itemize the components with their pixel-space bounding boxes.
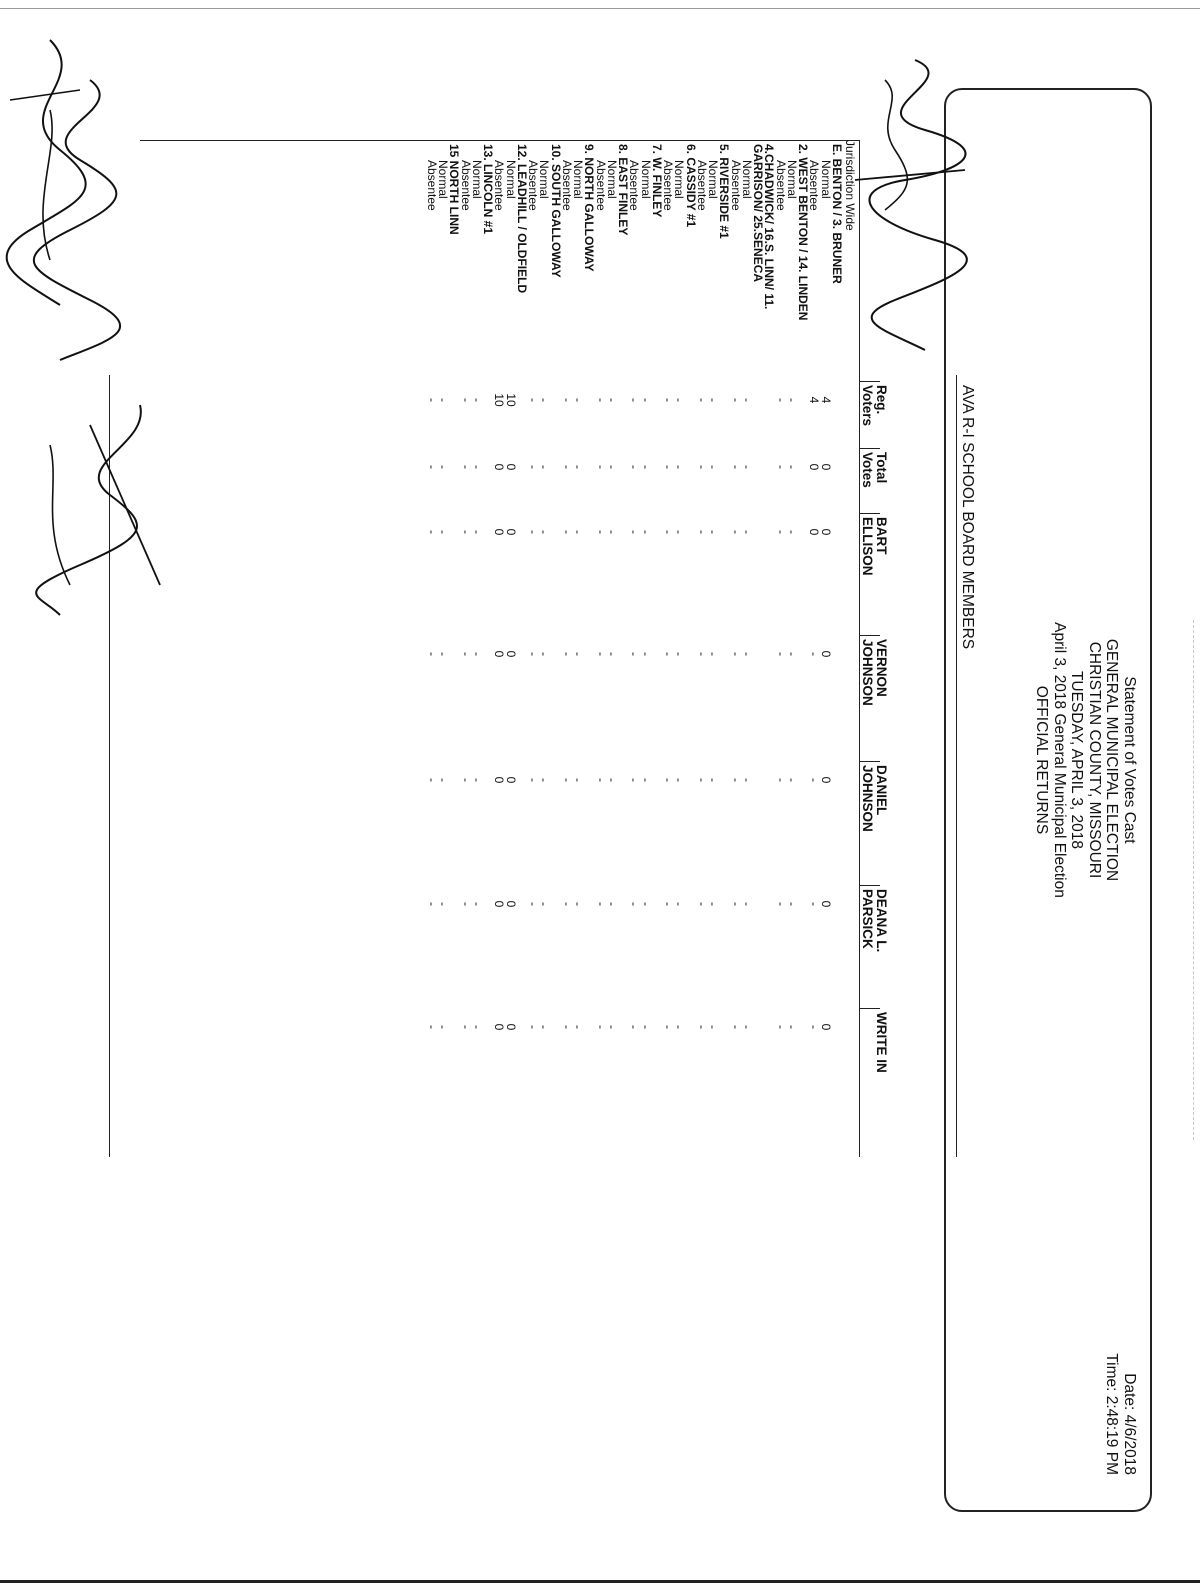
table-cell: - xyxy=(773,902,788,906)
table-cell: - xyxy=(773,398,788,402)
table-cell: - xyxy=(672,465,687,469)
table-cell: - xyxy=(672,398,687,402)
table-cell: - xyxy=(661,778,676,782)
row-label: 8. EAST FINLEY xyxy=(616,144,631,236)
table-cell: - xyxy=(728,652,743,656)
header-line: CHRISTIAN COUNTY, MISSOURI xyxy=(1086,641,1103,879)
table-row xyxy=(742,140,753,1157)
precinct-row xyxy=(483,140,494,1157)
table-row xyxy=(573,140,584,1157)
header-line: TUESDAY, APRIL 3, 2018 xyxy=(1068,670,1086,850)
column-divider xyxy=(860,513,880,514)
table-row xyxy=(537,140,552,1157)
table-cell: - xyxy=(526,398,541,402)
column-header-line1: Reg. xyxy=(874,385,889,415)
table-cell: - xyxy=(470,902,484,906)
table-cell: - xyxy=(638,530,653,534)
table-cell: - xyxy=(773,465,788,469)
precinct-row xyxy=(517,140,528,1157)
table-cell: - xyxy=(537,530,552,534)
table-row xyxy=(492,140,507,1157)
row-label: Normal xyxy=(818,160,833,199)
table-cell: - xyxy=(638,778,653,782)
table-cell: - xyxy=(740,398,754,402)
report-datetime xyxy=(1102,1275,1138,1475)
table-cell: 0 xyxy=(492,776,507,784)
table-row xyxy=(663,140,674,1157)
table-cell: - xyxy=(638,652,653,656)
row-label: Absentee xyxy=(627,160,642,211)
table-cell: - xyxy=(526,778,541,782)
table-cell: - xyxy=(740,902,754,906)
table-cell: 0 xyxy=(818,528,833,536)
table-cell: - xyxy=(672,902,687,906)
table-cell: - xyxy=(605,1025,619,1029)
table-cell: - xyxy=(695,465,709,469)
table-cell: - xyxy=(436,1025,451,1029)
table-cell: - xyxy=(627,652,642,656)
table-cell: - xyxy=(560,1025,574,1029)
table-cell: - xyxy=(740,1025,754,1029)
table-cell: - xyxy=(785,465,799,469)
table-cell: - xyxy=(627,1025,642,1029)
column-header-line2: PARSICK xyxy=(860,889,875,949)
table-row xyxy=(627,140,642,1157)
table-cell: - xyxy=(695,778,709,782)
table-row xyxy=(773,140,788,1157)
table-cell: 0 xyxy=(818,650,833,658)
table-row xyxy=(438,140,449,1157)
table-row xyxy=(728,140,743,1157)
table-cell: - xyxy=(661,652,676,656)
column-header-line1: DANIEL xyxy=(874,765,889,816)
table-cell: 0 xyxy=(492,463,507,471)
header-rule xyxy=(956,375,957,1157)
row-label: 12. LEADHILL / OLDFIELD xyxy=(515,144,529,294)
table-cell: - xyxy=(571,530,586,534)
table-cell: - xyxy=(740,778,754,782)
table-cell: - xyxy=(436,902,451,906)
row-label: Absentee xyxy=(526,160,541,211)
row-label: Normal xyxy=(571,160,586,199)
table-cell: 0 xyxy=(492,528,507,536)
precinct-row xyxy=(447,140,462,1157)
table-cell: - xyxy=(672,530,687,534)
table-cell: 0 xyxy=(503,776,518,784)
table-cell: - xyxy=(706,530,721,534)
table-cell: - xyxy=(571,1025,586,1029)
table-cell: 0 xyxy=(492,900,507,908)
table-cell: - xyxy=(695,530,709,534)
report-date: Date: 4/6/2018 xyxy=(1121,1373,1138,1475)
table-cell: - xyxy=(571,778,586,782)
row-label: Absentee xyxy=(728,160,743,211)
table-cell: - xyxy=(695,398,709,402)
column-header xyxy=(860,452,888,488)
table-cell: - xyxy=(425,902,439,906)
table-cell: - xyxy=(458,902,473,906)
table-cell: - xyxy=(593,778,608,782)
row-label: 5. RIVERSIDE #1 xyxy=(717,144,732,239)
table-cell: 0 xyxy=(818,776,833,784)
table-cell: 4 xyxy=(807,396,822,404)
row-label: Normal xyxy=(672,160,687,199)
table-cell: - xyxy=(605,465,619,469)
table-cell: - xyxy=(470,465,484,469)
table-cell: - xyxy=(773,778,788,782)
column-header-line2: JOHNSON xyxy=(860,639,875,706)
row-label: Normal xyxy=(605,160,619,199)
row-label: 13. LINCOLN #1 xyxy=(481,144,496,235)
table-row xyxy=(458,140,473,1157)
table-cell: - xyxy=(627,778,642,782)
jurisdiction-header: Jurisdiction Wide xyxy=(843,140,857,231)
table-cell: - xyxy=(526,902,541,906)
precinct-row xyxy=(582,140,597,1157)
column-divider xyxy=(860,635,880,636)
table-cell: - xyxy=(425,530,439,534)
table-cell: - xyxy=(571,902,586,906)
column-divider xyxy=(860,1008,880,1009)
table-row xyxy=(787,140,798,1157)
report-header xyxy=(1033,500,1138,1020)
table-cell: - xyxy=(807,652,822,656)
contest-title: AVA R-I SCHOOL BOARD MEMBERS xyxy=(959,385,976,650)
column-header-line2: Votes xyxy=(860,452,875,488)
table-row xyxy=(562,140,573,1157)
header-line: GENERAL MUNICIPAL ELECTION xyxy=(1103,638,1121,882)
table-cell: - xyxy=(785,778,799,782)
row-label: E. BENTON / 3. BRUNER xyxy=(830,144,844,284)
table-cell: - xyxy=(706,652,721,656)
row-label: 10. SOUTH GALLOWAY xyxy=(548,144,563,278)
table-cell: - xyxy=(740,530,754,534)
table-cell: - xyxy=(785,652,799,656)
row-label: 15 NORTH LINN xyxy=(447,144,462,235)
table-cell: 0 xyxy=(503,650,518,658)
table-cell: - xyxy=(526,1025,541,1029)
table-cell: - xyxy=(706,398,721,402)
column-header xyxy=(860,639,888,706)
table-cell: - xyxy=(706,1025,721,1029)
table-cell: - xyxy=(526,530,541,534)
table-cell: - xyxy=(605,778,619,782)
table-cell: - xyxy=(425,465,439,469)
table-cell: - xyxy=(706,778,721,782)
table-cell: - xyxy=(593,1025,608,1029)
handwritten-signature xyxy=(20,385,180,625)
row-label: Absentee xyxy=(593,160,608,211)
table-cell: - xyxy=(605,652,619,656)
row-label: Normal xyxy=(537,160,552,199)
column-header-line1: BART xyxy=(874,517,889,555)
table-cell: - xyxy=(436,530,451,534)
table-cell: 0 xyxy=(503,900,518,908)
table-cell: - xyxy=(537,902,552,906)
table-cell: - xyxy=(785,902,799,906)
table-cell: - xyxy=(605,902,619,906)
report-time: Time: 2:48:19 PM xyxy=(1103,1353,1120,1475)
column-header-line2: Voters xyxy=(860,385,875,427)
row-label: Absentee xyxy=(458,160,473,211)
table-cell: - xyxy=(537,778,552,782)
row-label: Absentee xyxy=(492,160,507,211)
table-row xyxy=(697,140,708,1157)
table-row xyxy=(503,140,518,1157)
table-cell: - xyxy=(458,465,473,469)
table-cell: - xyxy=(593,652,608,656)
column-divider xyxy=(860,885,880,886)
table-cell: - xyxy=(672,778,687,782)
table-cell: - xyxy=(593,398,608,402)
row-label: 6. CASSIDY #1 xyxy=(683,144,698,228)
table-cell: - xyxy=(560,652,574,656)
table-cell: 0 xyxy=(807,528,822,536)
table-cell: 0 xyxy=(807,463,822,471)
column-header-line1: DEANA L. xyxy=(874,889,889,953)
table-cell: - xyxy=(695,902,709,906)
table-cell: - xyxy=(661,465,676,469)
table-cell: - xyxy=(537,652,552,656)
table-cell: - xyxy=(627,465,642,469)
column-divider xyxy=(860,761,880,762)
table-cell: - xyxy=(470,398,484,402)
table-cell: - xyxy=(560,778,574,782)
row-label: 4.CHADWICK/ 16.S. LINN/ 11. xyxy=(762,144,777,310)
table-cell: - xyxy=(785,1025,799,1029)
table-cell: - xyxy=(571,465,586,469)
table-cell: - xyxy=(571,652,586,656)
table-cell: 0 xyxy=(818,1023,833,1031)
table-cell: - xyxy=(638,1025,653,1029)
table-cell: - xyxy=(537,465,552,469)
row-label: GARRISON/ 25.SENECA xyxy=(751,144,766,283)
column-divider xyxy=(860,381,880,382)
table-cell: - xyxy=(425,398,439,402)
table-cell: - xyxy=(728,398,743,402)
row-label: Normal xyxy=(706,160,721,199)
table-cell: - xyxy=(773,1025,788,1029)
row-label: Absentee xyxy=(807,160,822,211)
table-cell: - xyxy=(560,530,574,534)
table-cell: - xyxy=(458,398,473,402)
table-cell: - xyxy=(470,778,484,782)
table-cell: - xyxy=(425,1025,439,1029)
table-cell: - xyxy=(436,778,451,782)
column-header-line1: Total xyxy=(874,452,889,484)
table-cell: - xyxy=(695,1025,709,1029)
table-cell: - xyxy=(807,1025,822,1029)
table-cell: 0 xyxy=(503,463,518,471)
table-cell: - xyxy=(593,902,608,906)
table-cell: 0 xyxy=(818,900,833,908)
table-cell: - xyxy=(470,1025,484,1029)
header-line: OFFICIAL RETURNS xyxy=(1033,685,1051,835)
table-row xyxy=(607,140,618,1157)
row-label: Absentee xyxy=(425,160,439,211)
handwritten-signature xyxy=(825,20,1005,380)
table-row xyxy=(672,140,687,1157)
row-label: Normal xyxy=(638,160,653,199)
table-cell: - xyxy=(728,1025,743,1029)
table-cell: - xyxy=(436,652,451,656)
table-cell: - xyxy=(593,530,608,534)
table-cell: - xyxy=(695,652,709,656)
table-cell: - xyxy=(560,465,574,469)
table-cell: - xyxy=(661,1025,676,1029)
column-header-line2: JOHNSON xyxy=(860,765,875,832)
table-cell: - xyxy=(785,530,799,534)
precinct-row xyxy=(753,140,764,1157)
table-cell: - xyxy=(560,902,574,906)
table-row xyxy=(472,140,483,1157)
precinct-row xyxy=(798,140,809,1157)
table-cell: 0 xyxy=(492,1023,507,1031)
row-label: Normal xyxy=(740,160,754,199)
table-cell: - xyxy=(706,465,721,469)
header-line: April 3, 2018 General Municipal Election xyxy=(1051,622,1068,898)
row-label: Normal xyxy=(436,160,451,199)
table-row xyxy=(708,140,719,1157)
table-cell: 0 xyxy=(492,650,507,658)
table-cell: - xyxy=(526,465,541,469)
table-cell: - xyxy=(773,530,788,534)
table-cell: - xyxy=(785,398,799,402)
table-cell: - xyxy=(470,652,484,656)
table-cell: - xyxy=(740,652,754,656)
column-header xyxy=(874,1012,888,1073)
table-cell: - xyxy=(458,1025,473,1029)
table-cell: - xyxy=(807,902,822,906)
table-cell: - xyxy=(706,902,721,906)
row-label: Absentee xyxy=(773,160,788,211)
table-cell: - xyxy=(638,465,653,469)
table-cell: 4 xyxy=(818,396,833,404)
table-cell: - xyxy=(728,902,743,906)
table-cell: - xyxy=(425,652,439,656)
table-cell: - xyxy=(627,902,642,906)
table-cell: - xyxy=(436,465,451,469)
table-cell: - xyxy=(672,1025,687,1029)
table-cell: 0 xyxy=(503,1023,518,1031)
table-cell: - xyxy=(593,465,608,469)
row-label: Absentee xyxy=(695,160,709,211)
precinct-row xyxy=(683,140,698,1157)
table-cell: - xyxy=(537,1025,552,1029)
column-header-line2: ELLISON xyxy=(860,517,875,576)
table-cell: - xyxy=(728,465,743,469)
table-cell: 0 xyxy=(818,463,833,471)
table-cell: - xyxy=(728,530,743,534)
table-row xyxy=(638,140,653,1157)
table-cell: 10 xyxy=(503,393,518,407)
precinct-row xyxy=(652,140,663,1157)
table-cell: - xyxy=(458,530,473,534)
table-cell: - xyxy=(458,778,473,782)
column-header-line1: VERNON xyxy=(874,639,889,697)
table-cell: 0 xyxy=(503,528,518,536)
row-label: Absentee xyxy=(560,160,574,211)
table-cell: - xyxy=(605,398,619,402)
table-cell: - xyxy=(537,398,552,402)
header-line: Statement of Votes Cast xyxy=(1121,676,1138,844)
table-cell: - xyxy=(661,530,676,534)
column-header xyxy=(860,385,888,426)
table-cell: - xyxy=(661,398,676,402)
table-cell: - xyxy=(661,902,676,906)
row-label: Normal xyxy=(503,160,518,199)
table-row xyxy=(427,140,438,1157)
table-cell: - xyxy=(807,778,822,782)
table-cell: - xyxy=(638,902,653,906)
table-cell: - xyxy=(638,398,653,402)
table-row xyxy=(807,140,822,1157)
row-label: 7. W. FINLEY xyxy=(650,144,664,218)
table-cell: - xyxy=(458,652,473,656)
table-cell: - xyxy=(526,652,541,656)
precinct-row xyxy=(762,140,777,1157)
row-label: 2. WEST BENTON / 14. LINDEN xyxy=(796,144,811,321)
table-cell: 10 xyxy=(492,393,507,407)
table-cell: - xyxy=(627,398,642,402)
column-divider xyxy=(860,448,880,449)
column-header xyxy=(860,765,888,832)
table-cell: - xyxy=(425,778,439,782)
table-cell: - xyxy=(672,652,687,656)
precinct-row xyxy=(717,140,732,1157)
table-cell: - xyxy=(728,778,743,782)
row-label: Normal xyxy=(785,160,799,199)
table-cell: - xyxy=(627,530,642,534)
table-cell: - xyxy=(740,465,754,469)
row-label: Absentee xyxy=(661,160,676,211)
table-cell: - xyxy=(436,398,451,402)
table-row xyxy=(593,140,608,1157)
row-label: Normal xyxy=(470,160,484,199)
table-row xyxy=(528,140,539,1157)
table-cell: - xyxy=(470,530,484,534)
row-label: 9. NORTH GALLOWAY xyxy=(582,144,597,272)
precinct-row xyxy=(548,140,563,1157)
column-header xyxy=(860,889,888,952)
table-cell: - xyxy=(773,652,788,656)
table-cell: - xyxy=(571,398,586,402)
handwritten-signature xyxy=(0,20,100,320)
column-header-line1: WRITE IN xyxy=(874,1012,889,1073)
table-cell: - xyxy=(605,530,619,534)
column-header xyxy=(860,517,888,576)
table-cell: - xyxy=(560,398,574,402)
precinct-row xyxy=(618,140,629,1157)
